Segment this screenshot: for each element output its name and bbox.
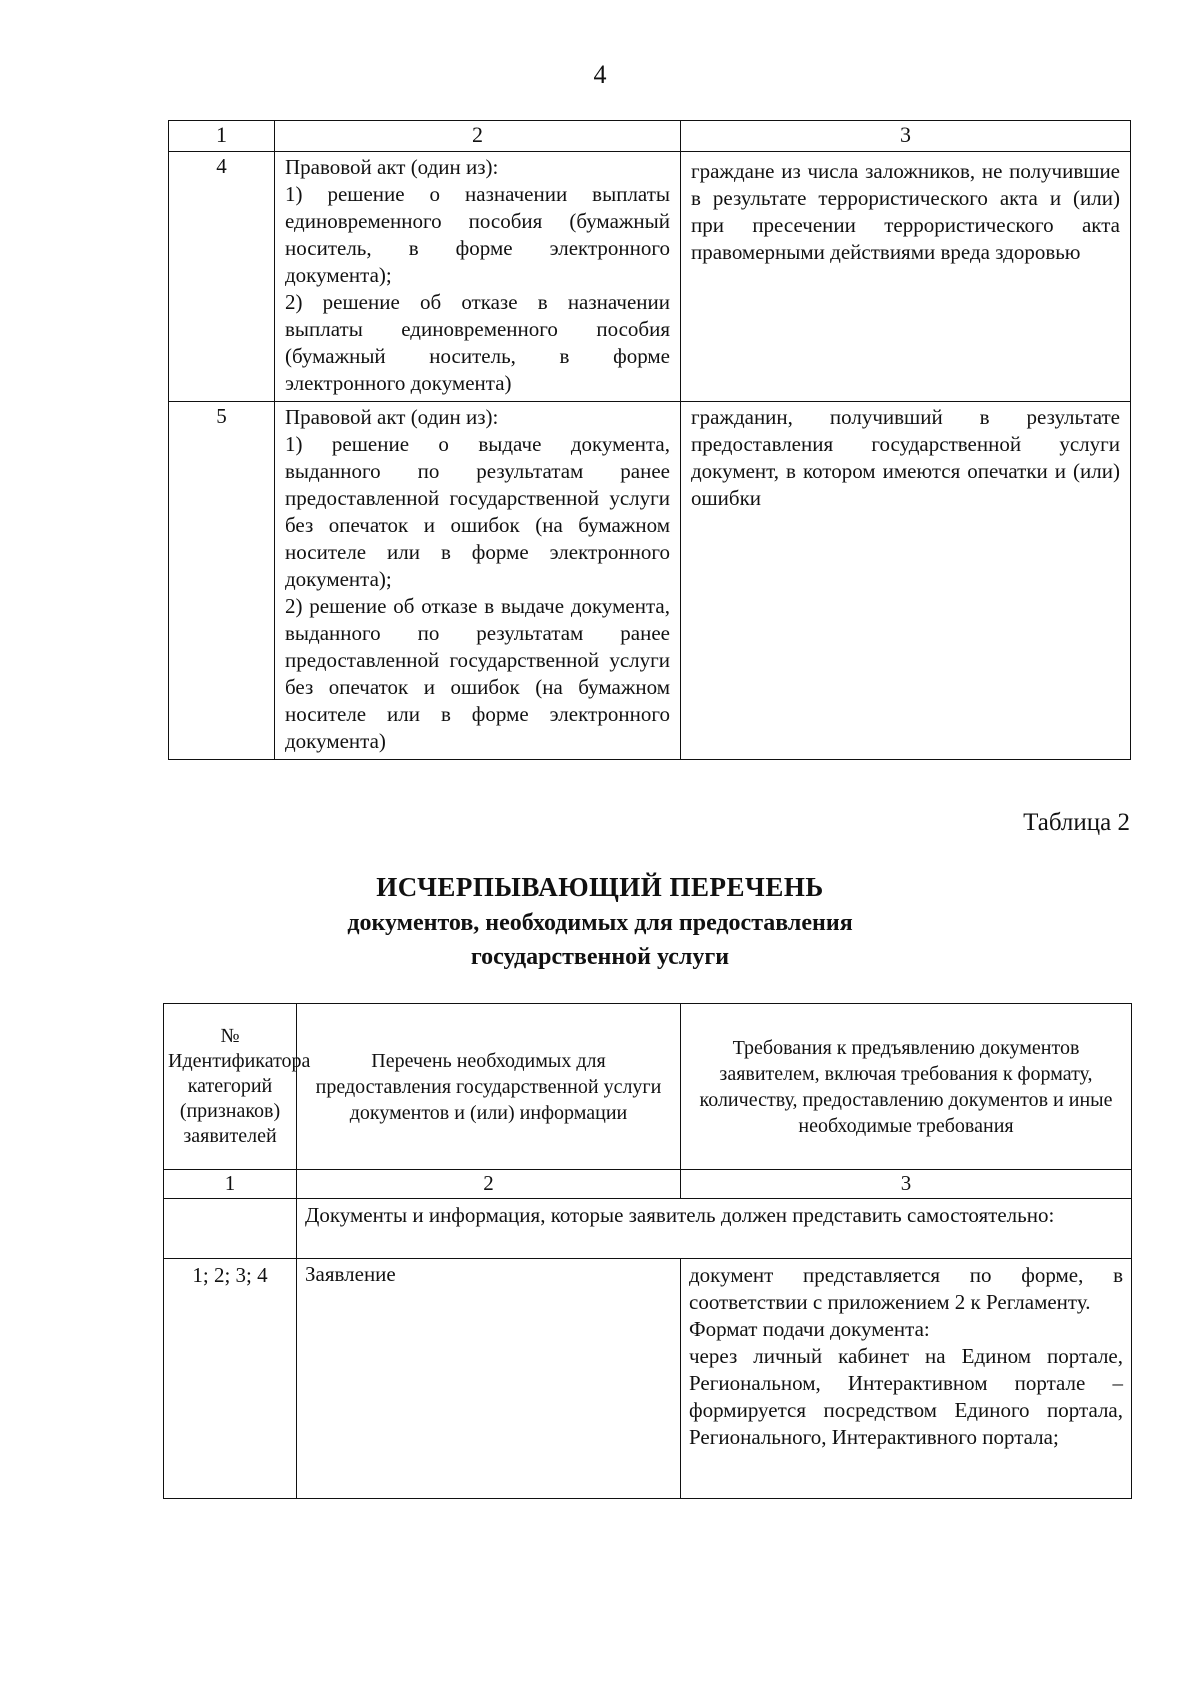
- legal-act-item-2: 2) решение об отказе в назначении выплаты единовременного пособия (бумажный носитель, в форме электронного документа): [285, 290, 670, 395]
- row-number: 4: [169, 152, 275, 402]
- legal-act-item-1: 1) решение о назначении выплаты единовременного пособия (бумажный носитель, в форме электронного документа);: [285, 182, 670, 287]
- legal-act-item-2: 2) решение об отказе в выдаче документа, выданного по результатам ранее предоставленной государственной услуги без опечаток и ошибок (на бумажном носителе или в форме электронного документа): [285, 594, 670, 753]
- legal-act-cell: [275, 402, 681, 760]
- legal-act-item-1: 1) решение о выдаче документа, выданного по результатам ранее предоставленной государственной услуги без опечаток и ошибок (на бумажном носителе или в форме электронного документа);: [285, 432, 670, 591]
- row-number: 5: [169, 402, 275, 760]
- column-number-2: 2: [297, 1170, 681, 1199]
- table-row: [169, 402, 1131, 760]
- table-2: [163, 1003, 1132, 1499]
- table-1-header-3: 3: [681, 121, 1131, 152]
- table-label: Таблица 2: [1023, 809, 1130, 836]
- table-2-section-row: [164, 1199, 1132, 1259]
- requirements-paragraph-1: документ представляется по форме, в соответствии с приложением 2 к Регламенту.: [689, 1263, 1123, 1314]
- section-row-text: Документы и информация, которые заявитель должен представить самостоятельно:: [297, 1199, 1132, 1259]
- table-2-header-row: [164, 1004, 1132, 1170]
- section-subtitle-line-2: государственной услуги: [470, 944, 730, 970]
- applicant-ids: 1; 2; 3; 4: [164, 1259, 297, 1499]
- table-1-header-row: [169, 121, 1131, 152]
- empty-cell: [164, 1199, 297, 1259]
- header-requirements: Требования к предъявлению документов заявителем, включая требования к формату, количеству, предоставлению документов и иные необходимые требования: [681, 1004, 1132, 1170]
- table-row: [169, 152, 1131, 402]
- section-subtitle-line-1: документов, необходимых для предоставления: [347, 910, 853, 936]
- header-documents-list: Перечень необходимых для предоставления государственной услуги документов и (или) информации: [297, 1004, 681, 1170]
- page-number: 4: [593, 60, 607, 89]
- table-1-header-1: 1: [169, 121, 275, 152]
- legal-act-title: Правовой акт (один из):: [285, 405, 499, 429]
- section-title: ИСЧЕРПЫВАЮЩИЙ ПЕРЕЧЕНЬ: [376, 872, 824, 902]
- table-row: [164, 1259, 1132, 1499]
- requirements-paragraph-3: через личный кабинет на Едином портале, Региональном, Интерактивном портале – формируется посредством Единого портала, Регионального, Интерактивного портала;: [689, 1344, 1123, 1449]
- applicant-category-cell: гражданин, получивший в результате предоставления государственной услуги документ, в котором имеются опечатки и (или) ошибки: [681, 402, 1131, 760]
- document-name: Заявление: [297, 1259, 681, 1499]
- legal-act-title: Правовой акт (один из):: [285, 155, 499, 179]
- column-number-1: 1: [164, 1170, 297, 1199]
- document-requirements: [681, 1259, 1132, 1499]
- table-2-number-row: [164, 1170, 1132, 1199]
- header-applicant-id: № Идентификатора категорий (признаков) заявителей: [164, 1004, 297, 1170]
- legal-act-cell: [275, 152, 681, 402]
- applicant-category-cell: граждане из числа заложников, не получившие в результате террористического акта и (или) при пресечении террористического акта правомерными действиями вреда здоровью: [681, 152, 1131, 402]
- table-1-header-2: 2: [275, 121, 681, 152]
- table-1-continuation: [168, 120, 1131, 760]
- column-number-3: 3: [681, 1170, 1132, 1199]
- requirements-paragraph-2: Формат подачи документа:: [689, 1317, 930, 1341]
